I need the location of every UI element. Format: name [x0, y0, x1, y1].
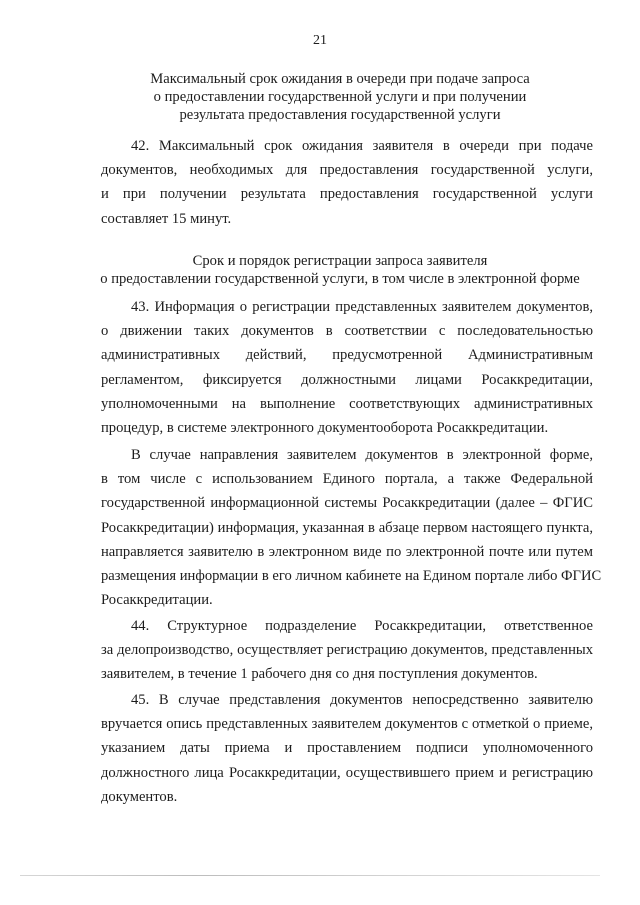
heading-line: Максимальный срок ожидания в очереди при подаче запроса: [150, 71, 530, 87]
heading-line: о предоставлении государственной услуги, в том числе в электронной форме: [100, 271, 580, 287]
paragraph-line: размещения информации в его личном кабинете на Едином портале либо ФГИС: [101, 568, 602, 585]
paragraph-line: должностного лица Росаккредитации, осуществившего прием и регистрацию: [101, 764, 593, 781]
paragraph-line: В случае направления заявителем документов в электронной форме,: [131, 447, 593, 463]
paragraph-line: направляется заявителю в электронном виде по электронной почте или путем: [101, 543, 593, 560]
paragraph-line: за делопроизводство, осуществляет регистрацию документов, представленных: [101, 642, 593, 659]
heading-line: Срок и порядок регистрации запроса заявителя: [192, 253, 488, 269]
paragraph-line: документов.: [101, 788, 178, 805]
paragraph-line: в том числе с использованием Единого портала, а также Федеральной: [101, 471, 593, 488]
paragraph-line: 43. Информация о регистрации представленных заявителем документов,: [131, 299, 593, 315]
paragraph-line: административных действий, предусмотренной Административным: [101, 347, 593, 364]
paragraph-45: [101, 688, 593, 809]
paragraph-43-electronic-form: [101, 443, 602, 612]
paragraph-line: уполномоченными на выполнение соответствующих административных: [101, 395, 593, 412]
paragraph-line: 44. Структурное подразделение Росаккредитации, ответственное: [131, 618, 593, 634]
paragraph-line: и при получении результата предоставления государственной услуги: [101, 186, 593, 203]
paragraph-line: Росаккредитации.: [101, 592, 213, 609]
paragraph-line: заявителем, в течение 1 рабочего дня со дня поступления документов.: [101, 666, 538, 683]
paragraph-line: составляет 15 минут.: [101, 210, 232, 227]
paragraph-44: [101, 614, 593, 687]
paragraph-line: документов, необходимых для предоставления государственной услуги,: [101, 162, 593, 179]
paragraph-line: вручается опись представленных заявителем документов с отметкой о приеме,: [101, 716, 593, 733]
section-heading-queue-time: [90, 70, 590, 124]
heading-line: о предоставлении государственной услуги и при получении: [153, 89, 527, 105]
paragraph-line: 42. Максимальный срок ожидания заявителя в очереди при подаче: [131, 138, 593, 154]
page-number: 21: [313, 33, 327, 48]
scan-artifact-line: [20, 875, 600, 876]
section-heading-registration: [90, 252, 590, 288]
paragraph-line: указанием даты приема и проставлением подписи уполномоченного: [101, 740, 593, 757]
paragraph-42: [101, 134, 593, 231]
paragraph-line: государственной информационной системы Росаккредитации (далее – ФГИС: [101, 495, 593, 512]
paragraph-line: регламентом, фиксируется должностными лицами Росаккредитации,: [101, 371, 593, 388]
paragraph-line: процедур, в системе электронного документооборота Росаккредитации.: [101, 420, 549, 437]
paragraph-line: 45. В случае представления документов непосредственно заявителю: [131, 692, 593, 708]
paragraph-line: Росаккредитации) информация, указанная в абзаце первом настоящего пункта,: [101, 519, 593, 536]
paragraph-line: о движении таких документов в соответствии с последовательностью: [101, 323, 593, 340]
heading-line: результата предоставления государственной услуги: [179, 107, 501, 123]
paragraph-43: [101, 295, 593, 440]
